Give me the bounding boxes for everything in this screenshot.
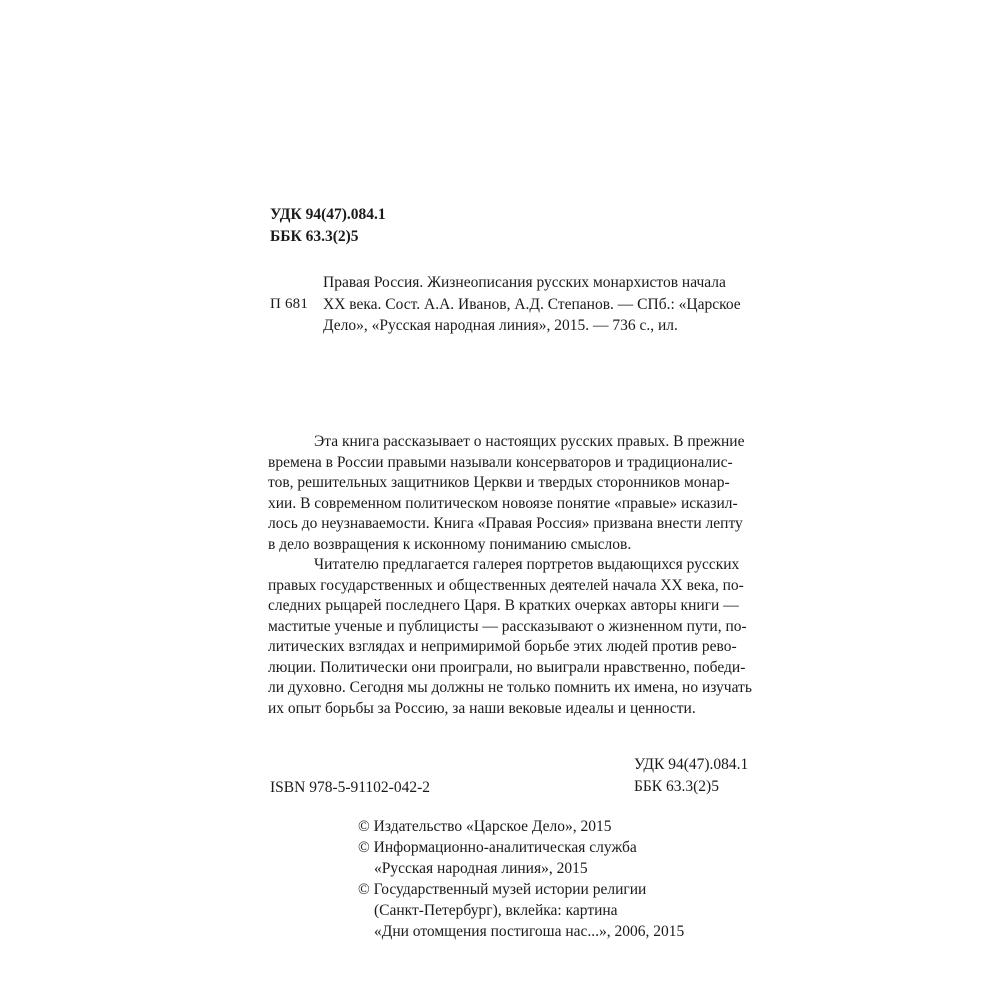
- copyright-line: © Информационно-аналитическая служба: [358, 839, 637, 856]
- book-annotation: [268, 432, 768, 719]
- isbn-number: ISBN 978-5-91102-042-2: [270, 779, 431, 796]
- classification-footer: [634, 754, 748, 797]
- copyright-notice: [358, 816, 684, 942]
- biblio-line: Правая Россия. Жизнеописания русских монархистов начала: [323, 274, 726, 291]
- annotation-line: Читателю предлагается галерея портретов выдающихся русских: [314, 556, 740, 573]
- annotation-line: маститые ученые и публицисты — рассказывают о жизненном пути, по-: [268, 617, 747, 635]
- annotation-line: ли духовно. Сегодня мы должны не только помнить их имена, но изучать: [268, 679, 752, 696]
- copyright-line: «Дни отомщения постигоша нас...», 2006, 2015: [374, 923, 685, 940]
- annotation-line: их опыт борьбы за Россию, за наши вековые идеалы и ценности.: [268, 699, 696, 717]
- annotation-line: следних рыцарей последнего Царя. В кратких очерках авторы книги —: [268, 597, 739, 614]
- bbk-code: ББК 63.3(2)5: [270, 228, 359, 245]
- annotation-line: Эта книга рассказывает о настоящих русских правых. В прежние: [314, 433, 745, 450]
- udk-code-bottom: УДК 94(47).084.1: [634, 756, 749, 773]
- author-mark-code: П 681: [270, 296, 309, 312]
- copyright-line: © Издательство «Царское Дело», 2015: [358, 818, 612, 835]
- copyright-line: © Государственный музей истории религии: [358, 881, 647, 898]
- annotation-line: лось до неузнаваемости. Книга «Правая Россия» призвана внести лепту: [268, 515, 743, 532]
- annotation-line: тов, решительных защитников Церкви и твердых сторонников монар-: [268, 474, 730, 491]
- annotation-line: литических взглядах и непримиримой борьбе этих людей против рево-: [268, 638, 737, 655]
- biblio-line: Дело», «Русская народная линия», 2015. — 736 с., ил.: [323, 317, 678, 334]
- copyright-line: (Санкт-Петербург), вклейка: картина: [374, 902, 618, 919]
- bibliographic-description: [323, 272, 763, 337]
- annotation-line: времена в России правыми называли консерваторов и традиционалис-: [268, 453, 733, 471]
- biblio-line: XX века. Сост. А.А. Иванов, А.Д. Степанов. — СПб.: «Царское: [323, 295, 741, 313]
- annotation-line: правых государственных и общественных деятелей начала XX века, по-: [268, 576, 744, 594]
- annotation-line: хии. В современном политическом новоязе понятие «правые» исказил-: [268, 494, 738, 512]
- annotation-line: люции. Политически они проиграли, но выиграли нравственно, победи-: [268, 658, 746, 676]
- udk-code: УДК 94(47).084.1: [270, 206, 386, 223]
- classification-header: [270, 204, 386, 248]
- annotation-line: в дело возвращения к исконному пониманию смыслов.: [268, 535, 632, 553]
- copyright-line: «Русская народная линия», 2015: [374, 860, 588, 877]
- bbk-code-bottom: ББК 63.3(2)5: [634, 777, 719, 795]
